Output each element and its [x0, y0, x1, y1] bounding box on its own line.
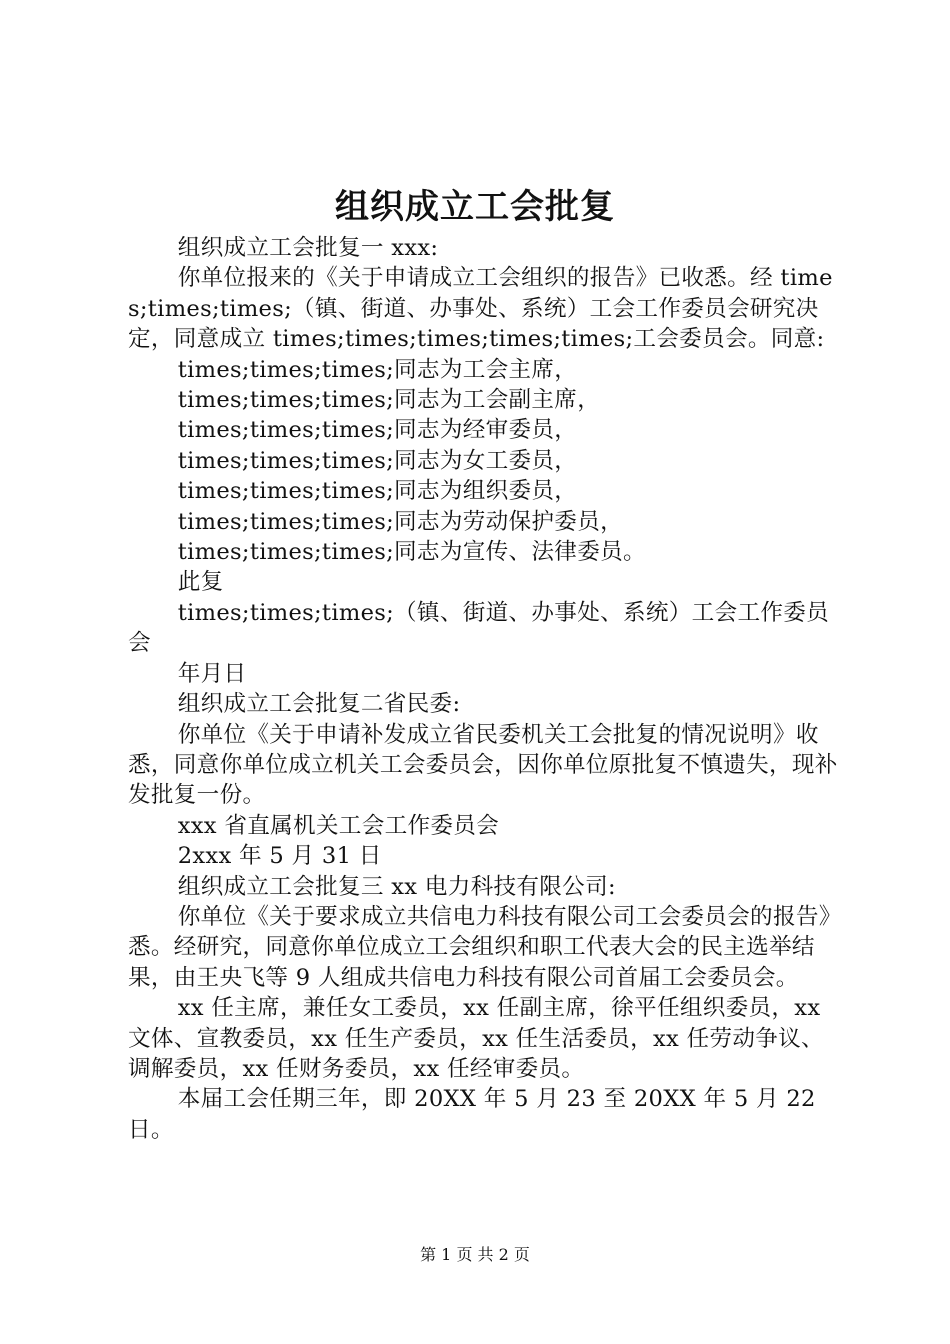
document-body	[128, 233, 840, 1145]
page-footer: 第 1 页 共 2 页	[420, 1245, 530, 1264]
paragraph-17: 组织成立工会批复三 xx 电力科技有限公司:	[177, 873, 616, 900]
paragraph-4: times;times;times;同志为工会副主席，	[177, 387, 601, 414]
paragraph-1: 组织成立工会批复一 xxx:	[177, 235, 439, 261]
document-title: 组织成立工会批复	[335, 187, 615, 227]
paragraph-6: times;times;times;同志为女工委员，	[177, 447, 578, 474]
paragraph-7: times;times;times;同志为组织委员，	[177, 478, 578, 505]
paragraph-2: 你单位报来的《关于申请成立工会组织的报告》已收悉。经 times;times;times;（镇、街道、办事处、系统）工会工作委员会研究决定，同意成立 times;times;times;times;times;工会委员会。同意:	[128, 265, 833, 353]
paragraph-8: times;times;times;同志为劳动保护委员，	[177, 508, 623, 535]
paragraph-5: times;times;times;同志为经审委员，	[177, 417, 578, 444]
paragraph-14: 你单位《关于申请补发成立省民委机关工会批复的情况说明》收悉，同意你单位成立机关工会委员会，因你单位原批复不慎遗失，现补发批复一份。	[128, 721, 838, 809]
paragraph-3: times;times;times;同志为工会主席，	[177, 356, 578, 383]
paragraph-13: 组织成立工会批复二省民委:	[177, 691, 461, 718]
paragraph-19: xx 任主席，兼任女工委员，xx 任副主席，徐平任组织委员，xx 文体、宣教委员，xx 任生产委员，xx 任生活委员，xx 任劳动争议、调解委员，xx 任财务委员，xx 任经审委员。	[128, 995, 824, 1082]
paragraph-9: times;times;times;同志为宣传、法律委员。	[177, 539, 646, 566]
paragraph-11: times;times;times;（镇、街道、办事处、系统）工会工作委员会	[128, 599, 830, 657]
paragraph-12: 年月日	[177, 660, 247, 687]
paragraph-18: 你单位《关于要求成立共信电力科技有限公司工会委员会的报告》悉。经研究，同意你单位成立工会组织和职工代表大会的民主选举结果，由王央飞等 9 人组成共信电力科技有限公司首届工会委员会。	[128, 903, 831, 991]
paragraph-15: xxx 省直属机关工会工作委员会	[177, 812, 500, 839]
paragraph-16: 2xxx 年 5 月 31 日	[177, 843, 382, 870]
paragraph-10: 此复	[177, 569, 224, 596]
paragraph-20: 本届工会任期三年，即 20XX 年 5 月 23 至 20XX 年 5 月 22 日。	[128, 1086, 816, 1143]
